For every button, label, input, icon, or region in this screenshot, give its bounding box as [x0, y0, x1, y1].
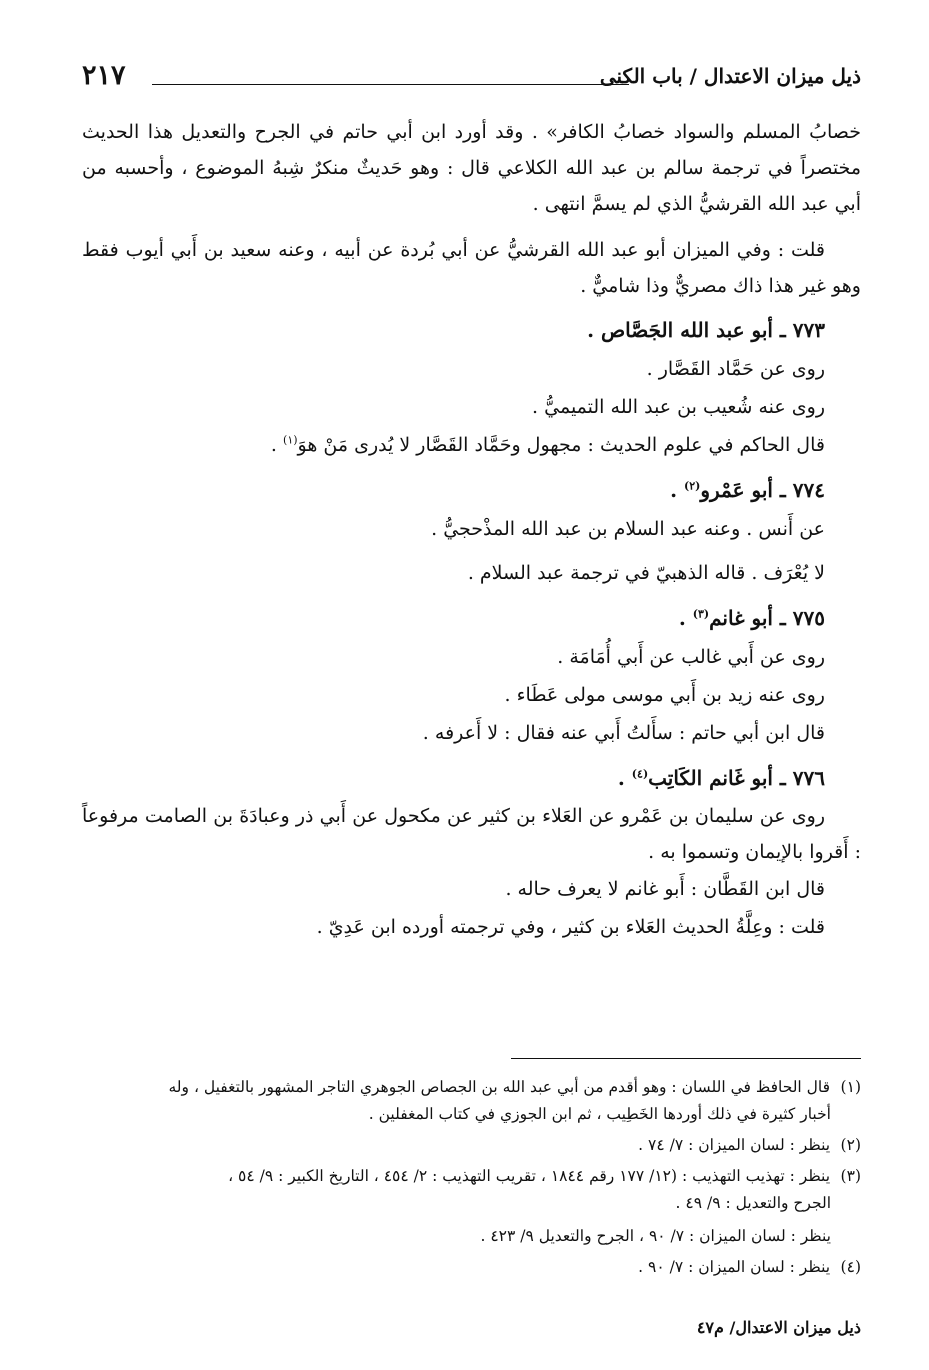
footnotes [82, 1074, 861, 1285]
footnote-2-line-1: ينظر : لسان الميزان : ٧/ ٧٤ . [638, 1136, 831, 1154]
signature-mark: ذيل ميزان الاعتدال/ م٤٧ [696, 1318, 861, 1337]
footnote-separator [511, 1058, 861, 1059]
main-text [82, 114, 861, 946]
entry-776-line-3: قال ابن القَطَّان : أَبو غانم لا يعرف حاله . [505, 878, 825, 900]
footnote-1-line-1: قال الحافظ في اللسان : وهو أقدم من أبي عبد الله بن الجصاص الجوهري التاجر المشهور بالتغفيل ، وله [168, 1078, 831, 1096]
entry-774-line-1: عن أَنس . وعنه عبد السلام بن عبد الله المذْحجيُّ . [431, 518, 825, 540]
paragraph-2 [82, 232, 861, 304]
footnote-3-line-3: ينظر : لسان الميزان : ٧/ ٩٠ ، الجرح والتعديل ٩/ ٤٢٣ . [480, 1227, 831, 1245]
footnote-3-line-1: ينظر : تهذيب التهذيب : (١٢/ ١٧٧ رقم ١٨٤٤ ، تقريب التهذيب : ٢/ ٤٥٤ ، التاريخ الكبير : ٩/ ٥٤ ، [228, 1167, 831, 1185]
entry-name: ـ أبو غَانم الكَاتِب [648, 766, 786, 790]
footnote-ref-3[interactable]: (٣) [692, 607, 710, 621]
page-header [82, 62, 861, 98]
footnote-marker: (٤) [840, 1258, 861, 1276]
entry-773-line-3-end: . [270, 434, 284, 456]
entry-773-line-3 [82, 426, 861, 464]
footnote-1 [82, 1074, 861, 1128]
entry-776-paragraph [82, 798, 861, 870]
paragraph-2-line-2: فقط وهو غير هذا ذاك مصريٌّ وذا شاميٌّ . [82, 239, 861, 297]
entry-775-line-1: روى عن أَبي غالب عن أَبي أُمَامَة . [557, 646, 825, 668]
entry-776-heading [82, 758, 861, 798]
footnote-4-line-1: ينظر : لسان الميزان : ٧/ ٩٠ . [638, 1258, 831, 1276]
entry-773-line-3-text: قال الحاكم في علوم الحديث : مجهول وحَمَّاد القَصَّار لا يُدرى مَنْ هوَ [297, 434, 825, 456]
footnote-marker: (١) [840, 1078, 861, 1096]
page-number: ٢١٧ [82, 60, 126, 91]
entry-774-heading [82, 470, 861, 510]
footnote-2 [82, 1132, 861, 1159]
entry-end: . [670, 478, 684, 502]
paragraph-1-line-1: خصابُ المسلم والسواد خصابُ الكافر» . وقد أورد ابن أبي حاتم في الجرح والتعديل هذا [147, 121, 861, 143]
entry-775-heading [82, 598, 861, 638]
entry-name: ـ أبو عبد الله الجَصَّاص . [587, 318, 786, 342]
header-rule [152, 84, 629, 85]
entry-774-line-2: لا يُعْرَف . قاله الذهبيّ في ترجمة عبد السلام . [467, 562, 825, 584]
paragraph-2-line-1: قلت : وفي الميزان أبو عبد الله القرشيُّ عن أبي بُردة عن أبيه ، وعنه سعيد بن أَبي أيوب [125, 239, 825, 261]
entry-end: . [617, 766, 632, 790]
entry-776-line-4: قلت : وعِلَّةُ الحديث العَلاء بن كثير ، وفي ترجمته أورده ابن عَدِيّ . [316, 916, 825, 938]
entry-776-line-1: روى عن سليمان بن عَمْرو عن العَلاء بن كثير عن مكحول عن أَبي ذر وعبادَةَ بن [213, 805, 825, 827]
entry-773-line-1: روى عن حَمَّاد القَصَّار . [646, 358, 825, 380]
entry-end: . [678, 606, 693, 630]
entry-number: ٧٧٣ [792, 318, 825, 342]
footnote-ref-1[interactable]: (١) [283, 433, 298, 447]
footnote-3 [82, 1163, 861, 1217]
entry-name: ـ أبو غانم [709, 606, 786, 630]
entry-773-line-2: روى عنه شُعيب بن عبد الله التميميُّ . [532, 396, 825, 418]
entry-number: ٧٧٥ [792, 606, 825, 630]
paragraph-1-line-3: وأحسبه من أبي عبد الله القرشيُّ الذي لم يسمَّ انتهى . [82, 157, 861, 215]
book-page [82, 0, 861, 1370]
footnote-ref-4[interactable]: (٤) [631, 767, 649, 781]
entry-number: ٧٧٦ [792, 766, 825, 790]
footnote-4 [82, 1254, 861, 1281]
entry-776-line-2: الصامت مرفوعاً : أَقروا بالإيمان وتسموا به . [82, 805, 861, 863]
footnote-ref-2[interactable]: (٢) [684, 479, 701, 493]
paragraph-1-line-2: الحديث مختصراً في ترجمة سالم بن عبد الله الكلاعي قال : وهو حَديثٌ منكرٌ شِبهُ الموضوع ، [82, 121, 861, 179]
footnote-1-line-2: أخبار كثيرة في ذلك أوردها الخَطِيب ، ثم ابن الجوزي في كتاب المغفلين . [368, 1105, 831, 1123]
entry-775-line-2: روى عنه زيد بن أَبي موسى مولى عَطَاء . [504, 684, 825, 706]
entry-775-line-3: قال ابن أبي حاتم : سأَلتُ أَبي عنه فقال : لا أَعرفه . [422, 722, 825, 744]
running-title: ذيل ميزان الاعتدال / باب الكنى [599, 64, 861, 88]
footnote-marker: (٢) [840, 1136, 861, 1154]
footnote-3-line-2: الجرح والتعديل : ٩/ ٤٩ . [675, 1194, 831, 1212]
entry-773-heading [82, 310, 861, 350]
entry-name: ـ أبو عَمْرو [700, 478, 786, 502]
entry-number: ٧٧٤ [792, 478, 825, 502]
footnote-marker: (٣) [840, 1167, 861, 1185]
paragraph-1 [82, 114, 861, 222]
